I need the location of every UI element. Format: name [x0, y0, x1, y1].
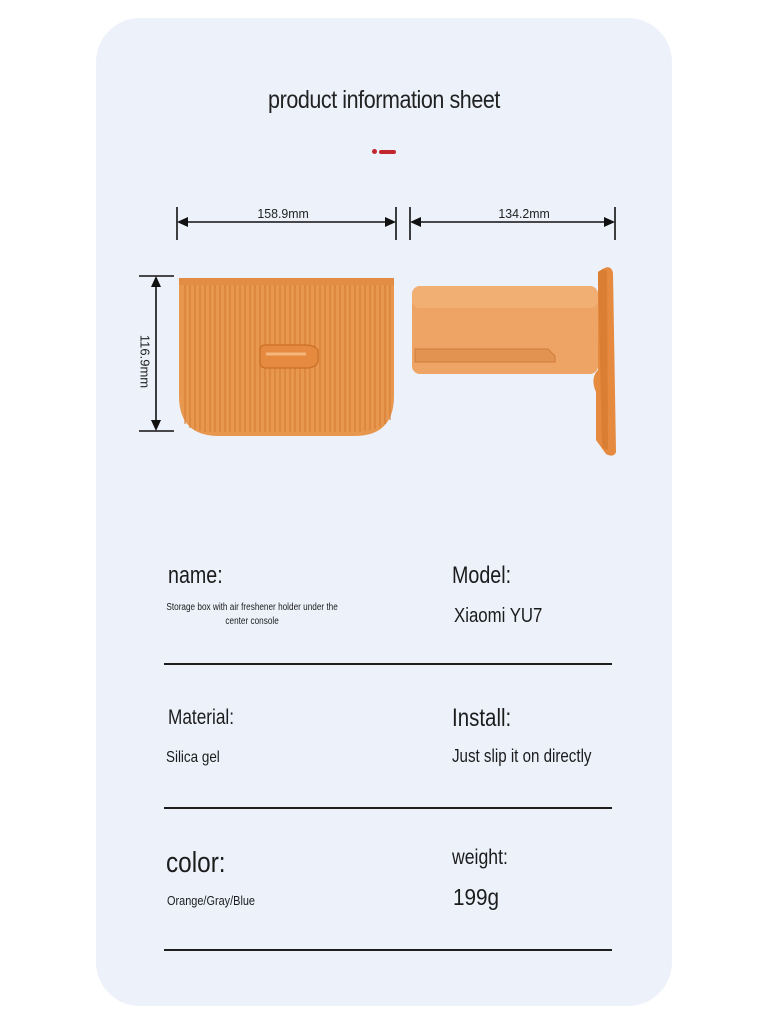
weight-label: weight: [452, 846, 508, 869]
weight-value: 199g [453, 884, 500, 910]
install-label: Install: [452, 704, 512, 732]
product-side-view [412, 267, 616, 455]
material-value: Silica gel [166, 749, 220, 766]
height-dimension-label: 116.9mm [137, 334, 153, 389]
color-value: Orange/Gray/Blue [167, 893, 256, 908]
name-value: Storage box with air freshener holder under the center console [166, 602, 338, 627]
row-divider-2 [164, 807, 612, 809]
model-value: Xiaomi YU7 [454, 605, 543, 627]
name-label: name: [168, 562, 223, 589]
color-label: color: [166, 847, 226, 879]
row-divider-3 [164, 949, 612, 951]
width-dimension-label: 158.9mm [257, 206, 309, 221]
model-label: Model: [452, 562, 512, 589]
depth-dimension-label: 134.2mm [498, 206, 550, 221]
product-front-view [179, 278, 394, 436]
row-divider-1 [164, 663, 612, 665]
material-label: Material: [168, 706, 235, 729]
install-value: Just slip it on directly [452, 746, 592, 766]
page-title: product information sheet [268, 86, 500, 114]
